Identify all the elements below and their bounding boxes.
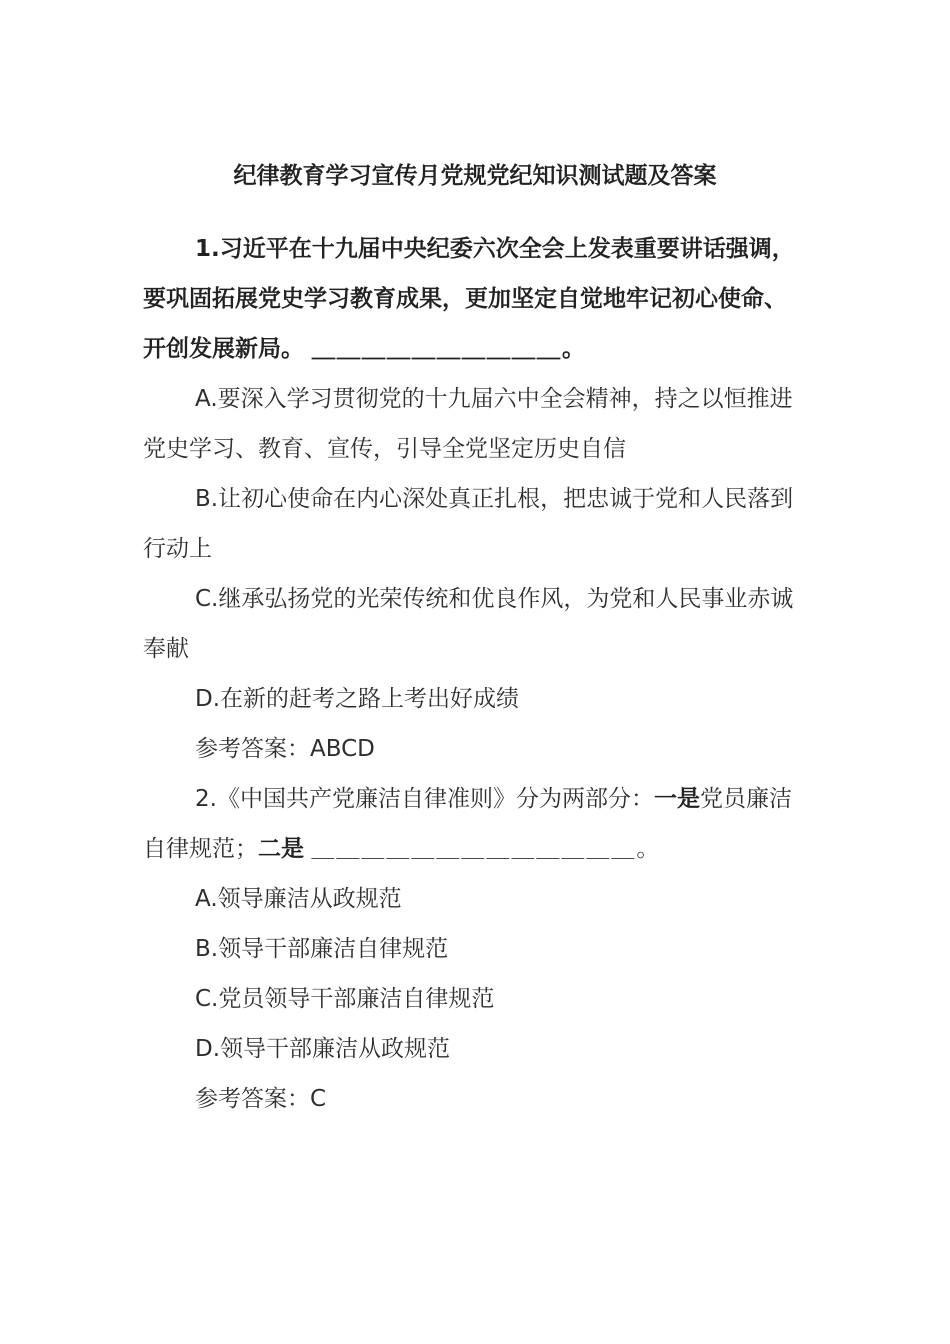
question-1-option-b: B.让初心使命在内心深处真正扎根，把忠诚于党和人民落到行动上 bbox=[143, 486, 794, 562]
question-1-end: 。 bbox=[562, 336, 586, 362]
question-1-option-c: C.继承弘扬党的光荣传统和优良作风，为党和人民事业赤诚奉献 bbox=[143, 586, 794, 662]
question-2-bold-a: 一是 bbox=[653, 786, 700, 812]
question-2-blank: ＿＿＿＿＿＿＿＿＿＿＿＿＿ bbox=[311, 836, 637, 862]
question-1-answer: 参考答案：ABCD bbox=[195, 736, 375, 762]
question-1-option-d: D.在新的赶考之路上考出好成绩 bbox=[195, 686, 520, 712]
question-2-option-c: C.党员领导干部廉洁自律规范 bbox=[195, 986, 495, 1012]
question-1-stem bbox=[143, 224, 808, 374]
document-body bbox=[143, 224, 808, 1124]
question-1-text: 1.习近平在十九届中央纪委六次全会上发表重要讲话强调，要巩固拓展党史学习教育成果，更加坚定自觉地牢记初心使命、开创发展新局。 bbox=[143, 236, 795, 362]
question-1-blank: ＿＿＿＿＿＿＿＿＿＿ bbox=[312, 336, 563, 362]
question-2-end: 。 bbox=[636, 836, 660, 862]
question-2-option-b: B.领导干部廉洁自律规范 bbox=[195, 936, 449, 962]
question-1-option-a: A.要深入学习贯彻党的十九届六中全会精神，持之以恒推进党史学习、教育、宣传，引导全党坚定历史自信 bbox=[143, 386, 793, 462]
question-2-option-d: D.领导干部廉洁从政规范 bbox=[195, 1036, 451, 1062]
question-2-bold-b: 二是 bbox=[258, 836, 304, 862]
document-title: 纪律教育学习宣传月党规党纪知识测试题及答案 bbox=[233, 163, 717, 189]
question-2-answer: 参考答案：C bbox=[195, 1086, 327, 1112]
question-2-stem bbox=[143, 774, 808, 874]
question-2-option-a: A.领导廉洁从政规范 bbox=[195, 886, 402, 912]
question-2-text-b: 党员廉洁自律规范； bbox=[143, 786, 792, 862]
question-2-text-a: 2.《中国共产党廉洁自律准则》分为两部分： bbox=[195, 786, 654, 812]
